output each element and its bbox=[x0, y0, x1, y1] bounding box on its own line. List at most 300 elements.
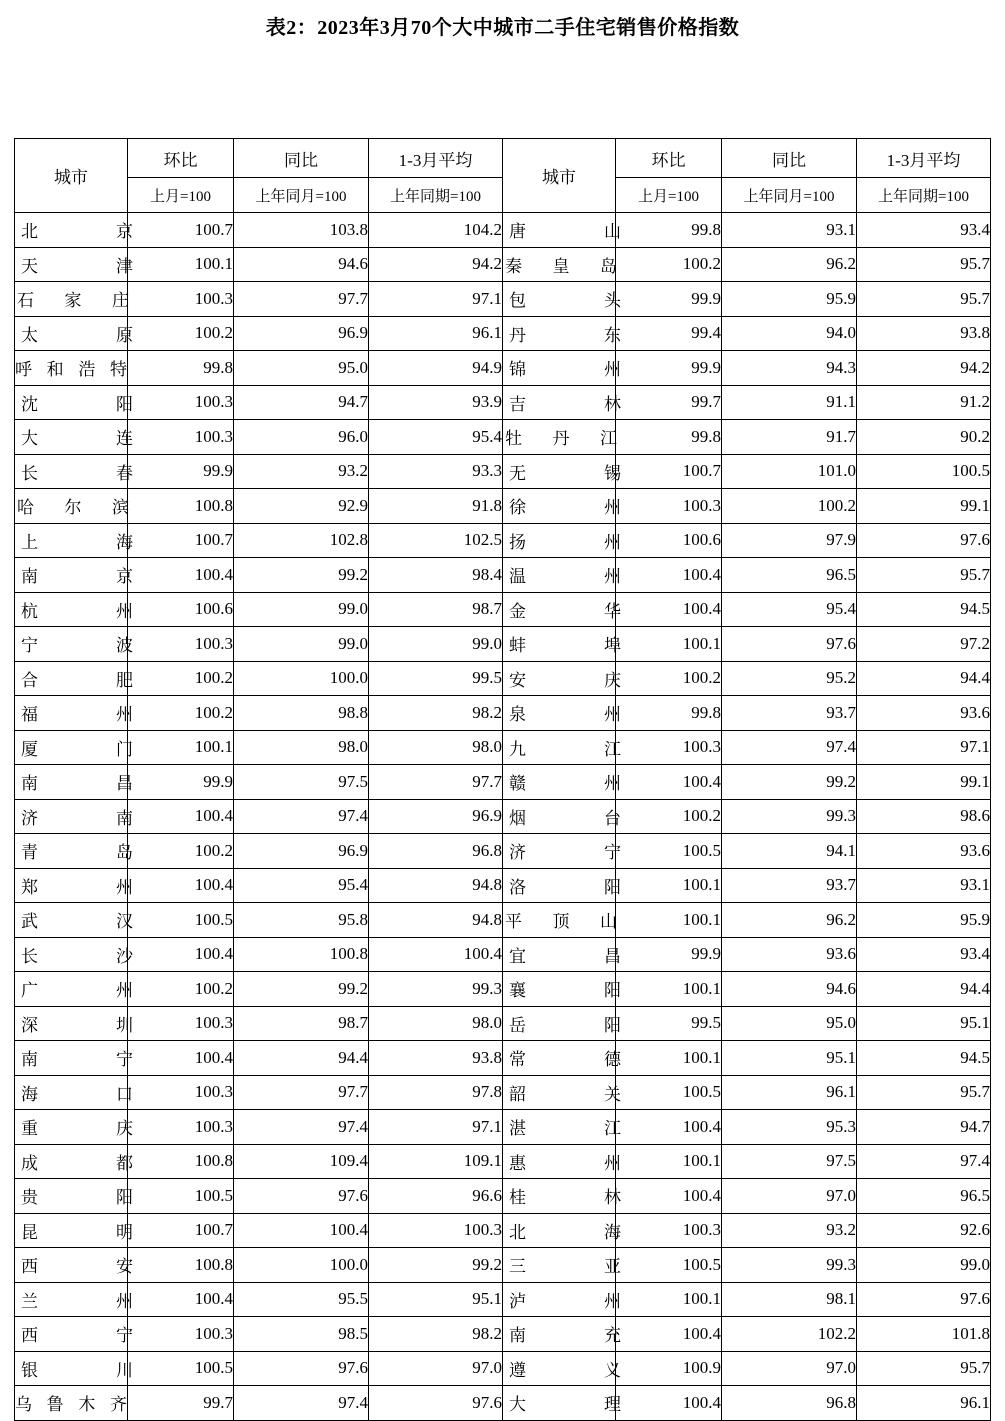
city-name: 南 昌 bbox=[15, 765, 128, 800]
page-title: 表2：2023年3月70个大中城市二手住宅销售价格指数 bbox=[265, 17, 740, 39]
avg-value: 98.0 bbox=[369, 1006, 503, 1041]
mom-value: 100.7 bbox=[616, 454, 722, 489]
mom-value: 100.1 bbox=[128, 247, 234, 282]
city-name: 北 海 bbox=[503, 1213, 616, 1248]
yoy-value: 100.8 bbox=[234, 937, 369, 972]
mom-value: 100.4 bbox=[616, 592, 722, 627]
yoy-value: 102.8 bbox=[234, 523, 369, 558]
city-name: 锦 州 bbox=[503, 351, 616, 386]
mom-value: 100.1 bbox=[616, 972, 722, 1007]
avg-value: 93.4 bbox=[857, 213, 991, 248]
mom-value: 99.9 bbox=[128, 765, 234, 800]
yoy-value: 98.1 bbox=[722, 1282, 857, 1317]
city-name: 无 锡 bbox=[503, 454, 616, 489]
avg-value: 100.4 bbox=[369, 937, 503, 972]
yoy-value: 95.0 bbox=[234, 351, 369, 386]
yoy-value: 93.7 bbox=[722, 696, 857, 731]
city-name: 唐 山 bbox=[503, 213, 616, 248]
yoy-value: 97.9 bbox=[722, 523, 857, 558]
avg-value: 98.6 bbox=[857, 799, 991, 834]
avg-value: 97.1 bbox=[369, 282, 503, 317]
avg-value: 99.0 bbox=[857, 1248, 991, 1283]
mom-value: 100.4 bbox=[616, 765, 722, 800]
yoy-value: 95.1 bbox=[722, 1041, 857, 1076]
mom-value: 100.1 bbox=[128, 730, 234, 765]
table-row bbox=[15, 1248, 991, 1283]
table-row bbox=[15, 937, 991, 972]
mom-value: 100.6 bbox=[128, 592, 234, 627]
mom-value: 99.9 bbox=[616, 351, 722, 386]
mom-value: 100.4 bbox=[128, 868, 234, 903]
city-name: 秦 皇 岛 bbox=[503, 247, 616, 282]
price-index-table bbox=[14, 138, 991, 1421]
mom-value: 100.2 bbox=[616, 799, 722, 834]
avg-value: 96.1 bbox=[369, 316, 503, 351]
table-row bbox=[15, 523, 991, 558]
yoy-value: 94.1 bbox=[722, 834, 857, 869]
city-name: 九 江 bbox=[503, 730, 616, 765]
yoy-value: 97.5 bbox=[722, 1144, 857, 1179]
table-row bbox=[15, 903, 991, 938]
table-row bbox=[15, 1386, 991, 1421]
mom-value: 100.2 bbox=[616, 661, 722, 696]
avg-value: 95.1 bbox=[857, 1006, 991, 1041]
yoy-value: 98.8 bbox=[234, 696, 369, 731]
city-name: 厦 门 bbox=[15, 730, 128, 765]
avg-value: 97.1 bbox=[369, 1110, 503, 1145]
city-name: 常 德 bbox=[503, 1041, 616, 1076]
avg-value: 91.8 bbox=[369, 489, 503, 524]
yoy-value: 96.5 bbox=[722, 558, 857, 593]
table-row bbox=[15, 1213, 991, 1248]
city-name: 上 海 bbox=[15, 523, 128, 558]
yoy-value: 97.4 bbox=[234, 1110, 369, 1145]
mom-value: 100.1 bbox=[616, 903, 722, 938]
yoy-value: 97.5 bbox=[234, 765, 369, 800]
avg-value: 94.8 bbox=[369, 868, 503, 903]
avg-value: 94.7 bbox=[857, 1110, 991, 1145]
yoy-value: 97.0 bbox=[722, 1351, 857, 1386]
yoy-value: 93.2 bbox=[722, 1213, 857, 1248]
avg-value: 91.2 bbox=[857, 385, 991, 420]
mom-value: 100.4 bbox=[616, 1317, 722, 1352]
mom-value: 99.9 bbox=[616, 282, 722, 317]
mom-value: 100.3 bbox=[128, 1075, 234, 1110]
mom-value: 100.8 bbox=[128, 1248, 234, 1283]
yoy-value: 99.2 bbox=[234, 558, 369, 593]
yoy-value: 97.7 bbox=[234, 282, 369, 317]
yoy-value: 99.0 bbox=[234, 627, 369, 662]
city-name: 济 南 bbox=[15, 799, 128, 834]
yoy-value: 102.2 bbox=[722, 1317, 857, 1352]
avg-value: 100.3 bbox=[369, 1213, 503, 1248]
avg-value: 90.2 bbox=[857, 420, 991, 455]
mom-value: 100.4 bbox=[128, 799, 234, 834]
yoy-value: 97.7 bbox=[234, 1075, 369, 1110]
city-name: 北 京 bbox=[15, 213, 128, 248]
city-name: 赣 州 bbox=[503, 765, 616, 800]
table-row bbox=[15, 351, 991, 386]
mom-value: 100.7 bbox=[128, 523, 234, 558]
mom-value: 100.4 bbox=[128, 1041, 234, 1076]
mom-value: 100.1 bbox=[616, 1041, 722, 1076]
table-row bbox=[15, 1075, 991, 1110]
avg-value: 93.4 bbox=[857, 937, 991, 972]
mom-value: 100.9 bbox=[616, 1351, 722, 1386]
table-row bbox=[15, 558, 991, 593]
mom-value: 100.5 bbox=[616, 1075, 722, 1110]
yoy-value: 99.2 bbox=[234, 972, 369, 1007]
avg-value: 94.5 bbox=[857, 1041, 991, 1076]
table-row bbox=[15, 834, 991, 869]
header-yoy-sub-left: 上年同月=100 bbox=[234, 178, 369, 213]
yoy-value: 96.9 bbox=[234, 316, 369, 351]
avg-value: 93.6 bbox=[857, 696, 991, 731]
table-header bbox=[15, 139, 991, 213]
mom-value: 99.7 bbox=[128, 1386, 234, 1421]
table-row bbox=[15, 1317, 991, 1352]
table-row bbox=[15, 765, 991, 800]
table-row bbox=[15, 1041, 991, 1076]
mom-value: 100.2 bbox=[128, 316, 234, 351]
avg-value: 102.5 bbox=[369, 523, 503, 558]
city-name: 韶 关 bbox=[503, 1075, 616, 1110]
table-row bbox=[15, 1006, 991, 1041]
mom-value: 100.2 bbox=[128, 661, 234, 696]
yoy-value: 95.4 bbox=[234, 868, 369, 903]
yoy-value: 98.7 bbox=[234, 1006, 369, 1041]
yoy-value: 109.4 bbox=[234, 1144, 369, 1179]
avg-value: 109.1 bbox=[369, 1144, 503, 1179]
avg-value: 93.6 bbox=[857, 834, 991, 869]
yoy-value: 96.9 bbox=[234, 834, 369, 869]
yoy-value: 92.9 bbox=[234, 489, 369, 524]
city-name: 武 汉 bbox=[15, 903, 128, 938]
mom-value: 99.8 bbox=[616, 213, 722, 248]
header-mom-sub-right: 上月=100 bbox=[616, 178, 722, 213]
table-row bbox=[15, 454, 991, 489]
avg-value: 99.2 bbox=[369, 1248, 503, 1283]
table-container bbox=[0, 138, 1005, 1421]
table-body bbox=[15, 213, 991, 1421]
city-name: 洛 阳 bbox=[503, 868, 616, 903]
mom-value: 100.2 bbox=[128, 834, 234, 869]
city-name: 昆 明 bbox=[15, 1213, 128, 1248]
city-name: 深 圳 bbox=[15, 1006, 128, 1041]
mom-value: 99.4 bbox=[616, 316, 722, 351]
city-name: 大 连 bbox=[15, 420, 128, 455]
mom-value: 100.3 bbox=[128, 1006, 234, 1041]
yoy-value: 95.2 bbox=[722, 661, 857, 696]
table-row bbox=[15, 1351, 991, 1386]
city-name: 合 肥 bbox=[15, 661, 128, 696]
avg-value: 96.5 bbox=[857, 1179, 991, 1214]
yoy-value: 99.2 bbox=[722, 765, 857, 800]
yoy-value: 96.2 bbox=[722, 247, 857, 282]
city-name: 南 京 bbox=[15, 558, 128, 593]
avg-value: 104.2 bbox=[369, 213, 503, 248]
table-row bbox=[15, 592, 991, 627]
document-page bbox=[0, 14, 1005, 1415]
yoy-value: 95.5 bbox=[234, 1282, 369, 1317]
avg-value: 98.2 bbox=[369, 696, 503, 731]
avg-value: 97.6 bbox=[857, 1282, 991, 1317]
avg-value: 98.4 bbox=[369, 558, 503, 593]
city-name: 襄 阳 bbox=[503, 972, 616, 1007]
header-yoy-sub-right: 上年同月=100 bbox=[722, 178, 857, 213]
avg-value: 95.7 bbox=[857, 282, 991, 317]
avg-value: 95.7 bbox=[857, 247, 991, 282]
avg-value: 99.1 bbox=[857, 765, 991, 800]
avg-value: 97.0 bbox=[369, 1351, 503, 1386]
mom-value: 100.5 bbox=[128, 903, 234, 938]
avg-value: 93.9 bbox=[369, 385, 503, 420]
table-row bbox=[15, 385, 991, 420]
mom-value: 100.5 bbox=[128, 1179, 234, 1214]
avg-value: 93.8 bbox=[369, 1041, 503, 1076]
mom-value: 100.6 bbox=[616, 523, 722, 558]
mom-value: 100.3 bbox=[128, 420, 234, 455]
city-name: 呼 和 浩 特 bbox=[15, 351, 128, 386]
city-name: 宜 昌 bbox=[503, 937, 616, 972]
avg-value: 96.9 bbox=[369, 799, 503, 834]
mom-value: 100.4 bbox=[128, 1282, 234, 1317]
yoy-value: 96.0 bbox=[234, 420, 369, 455]
city-name: 成 都 bbox=[15, 1144, 128, 1179]
mom-value: 100.5 bbox=[616, 834, 722, 869]
avg-value: 93.8 bbox=[857, 316, 991, 351]
avg-value: 101.8 bbox=[857, 1317, 991, 1352]
yoy-value: 100.4 bbox=[234, 1213, 369, 1248]
avg-value: 94.8 bbox=[369, 903, 503, 938]
yoy-value: 97.6 bbox=[234, 1351, 369, 1386]
city-name: 岳 阳 bbox=[503, 1006, 616, 1041]
city-name: 长 沙 bbox=[15, 937, 128, 972]
header-mom-left: 环比 bbox=[128, 139, 234, 178]
city-name: 温 州 bbox=[503, 558, 616, 593]
yoy-value: 94.0 bbox=[722, 316, 857, 351]
yoy-value: 93.6 bbox=[722, 937, 857, 972]
city-name: 宁 波 bbox=[15, 627, 128, 662]
mom-value: 100.3 bbox=[616, 1213, 722, 1248]
mom-value: 100.1 bbox=[616, 868, 722, 903]
avg-value: 95.7 bbox=[857, 558, 991, 593]
avg-value: 95.7 bbox=[857, 1351, 991, 1386]
city-name: 郑 州 bbox=[15, 868, 128, 903]
header-city-left: 城市 bbox=[15, 139, 128, 213]
header-row-top bbox=[15, 139, 991, 178]
yoy-value: 99.0 bbox=[234, 592, 369, 627]
avg-value: 96.1 bbox=[857, 1386, 991, 1421]
avg-value: 94.4 bbox=[857, 661, 991, 696]
yoy-value: 97.0 bbox=[722, 1179, 857, 1214]
avg-value: 94.5 bbox=[857, 592, 991, 627]
yoy-value: 93.7 bbox=[722, 868, 857, 903]
mom-value: 100.3 bbox=[128, 1317, 234, 1352]
mom-value: 100.4 bbox=[616, 1179, 722, 1214]
city-name: 天 津 bbox=[15, 247, 128, 282]
yoy-value: 96.8 bbox=[722, 1386, 857, 1421]
table-row bbox=[15, 730, 991, 765]
city-name: 南 充 bbox=[503, 1317, 616, 1352]
avg-value: 94.9 bbox=[369, 351, 503, 386]
avg-value: 93.3 bbox=[369, 454, 503, 489]
table-row bbox=[15, 247, 991, 282]
avg-value: 95.1 bbox=[369, 1282, 503, 1317]
avg-value: 99.1 bbox=[857, 489, 991, 524]
header-yoy-right: 同比 bbox=[722, 139, 857, 178]
yoy-value: 94.6 bbox=[234, 247, 369, 282]
mom-value: 99.5 bbox=[616, 1006, 722, 1041]
mom-value: 99.8 bbox=[616, 696, 722, 731]
yoy-value: 94.4 bbox=[234, 1041, 369, 1076]
table-row bbox=[15, 213, 991, 248]
yoy-value: 95.3 bbox=[722, 1110, 857, 1145]
city-name: 兰 州 bbox=[15, 1282, 128, 1317]
mom-value: 100.7 bbox=[128, 213, 234, 248]
city-name: 沈 阳 bbox=[15, 385, 128, 420]
mom-value: 100.5 bbox=[616, 1248, 722, 1283]
table-row bbox=[15, 1179, 991, 1214]
city-name: 长 春 bbox=[15, 454, 128, 489]
avg-value: 97.6 bbox=[369, 1386, 503, 1421]
city-name: 福 州 bbox=[15, 696, 128, 731]
mom-value: 100.3 bbox=[616, 489, 722, 524]
mom-value: 99.7 bbox=[616, 385, 722, 420]
yoy-value: 96.1 bbox=[722, 1075, 857, 1110]
mom-value: 100.8 bbox=[128, 489, 234, 524]
table-row bbox=[15, 282, 991, 317]
avg-value: 96.6 bbox=[369, 1179, 503, 1214]
city-name: 济 宁 bbox=[503, 834, 616, 869]
mom-value: 99.8 bbox=[616, 420, 722, 455]
avg-value: 92.6 bbox=[857, 1213, 991, 1248]
city-name: 泸 州 bbox=[503, 1282, 616, 1317]
avg-value: 95.9 bbox=[857, 903, 991, 938]
yoy-value: 100.0 bbox=[234, 661, 369, 696]
table-row bbox=[15, 420, 991, 455]
table-row bbox=[15, 1144, 991, 1179]
mom-value: 100.3 bbox=[616, 730, 722, 765]
yoy-value: 100.0 bbox=[234, 1248, 369, 1283]
city-name: 惠 州 bbox=[503, 1144, 616, 1179]
mom-value: 100.4 bbox=[128, 558, 234, 593]
table-row bbox=[15, 627, 991, 662]
table-row bbox=[15, 661, 991, 696]
mom-value: 100.1 bbox=[616, 627, 722, 662]
header-avg-sub-left: 上年同期=100 bbox=[369, 178, 503, 213]
city-name: 扬 州 bbox=[503, 523, 616, 558]
yoy-value: 93.2 bbox=[234, 454, 369, 489]
avg-value: 99.0 bbox=[369, 627, 503, 662]
yoy-value: 100.2 bbox=[722, 489, 857, 524]
city-name: 牡 丹 江 bbox=[503, 420, 616, 455]
city-name: 三 亚 bbox=[503, 1248, 616, 1283]
city-name: 包 头 bbox=[503, 282, 616, 317]
table-row bbox=[15, 799, 991, 834]
yoy-value: 98.0 bbox=[234, 730, 369, 765]
mom-value: 100.1 bbox=[616, 1144, 722, 1179]
avg-value: 98.7 bbox=[369, 592, 503, 627]
table-row bbox=[15, 1282, 991, 1317]
mom-value: 99.8 bbox=[128, 351, 234, 386]
mom-value: 100.2 bbox=[128, 696, 234, 731]
mom-value: 99.9 bbox=[128, 454, 234, 489]
yoy-value: 95.8 bbox=[234, 903, 369, 938]
avg-value: 97.2 bbox=[857, 627, 991, 662]
yoy-value: 94.6 bbox=[722, 972, 857, 1007]
city-name: 哈 尔 滨 bbox=[15, 489, 128, 524]
avg-value: 98.2 bbox=[369, 1317, 503, 1352]
table-row bbox=[15, 489, 991, 524]
yoy-value: 99.3 bbox=[722, 1248, 857, 1283]
yoy-value: 95.9 bbox=[722, 282, 857, 317]
yoy-value: 97.4 bbox=[234, 1386, 369, 1421]
yoy-value: 97.4 bbox=[722, 730, 857, 765]
mom-value: 100.2 bbox=[128, 972, 234, 1007]
city-name: 安 庆 bbox=[503, 661, 616, 696]
avg-value: 96.8 bbox=[369, 834, 503, 869]
avg-value: 93.1 bbox=[857, 868, 991, 903]
city-name: 泉 州 bbox=[503, 696, 616, 731]
avg-value: 97.6 bbox=[857, 523, 991, 558]
table-row bbox=[15, 1110, 991, 1145]
avg-value: 97.1 bbox=[857, 730, 991, 765]
city-name: 重 庆 bbox=[15, 1110, 128, 1145]
city-name: 西 宁 bbox=[15, 1317, 128, 1352]
avg-value: 94.4 bbox=[857, 972, 991, 1007]
avg-value: 97.4 bbox=[857, 1144, 991, 1179]
header-yoy-left: 同比 bbox=[234, 139, 369, 178]
city-name: 青 岛 bbox=[15, 834, 128, 869]
header-city-right: 城市 bbox=[503, 139, 616, 213]
city-name: 桂 林 bbox=[503, 1179, 616, 1214]
mom-value: 100.3 bbox=[128, 385, 234, 420]
mom-value: 100.4 bbox=[128, 937, 234, 972]
city-name: 贵 阳 bbox=[15, 1179, 128, 1214]
avg-value: 99.5 bbox=[369, 661, 503, 696]
yoy-value: 91.7 bbox=[722, 420, 857, 455]
yoy-value: 97.4 bbox=[234, 799, 369, 834]
mom-value: 100.2 bbox=[616, 247, 722, 282]
table-row bbox=[15, 868, 991, 903]
yoy-value: 101.0 bbox=[722, 454, 857, 489]
city-name: 广 州 bbox=[15, 972, 128, 1007]
mom-value: 100.4 bbox=[616, 1386, 722, 1421]
table-row bbox=[15, 972, 991, 1007]
mom-value: 99.9 bbox=[616, 937, 722, 972]
mom-value: 100.4 bbox=[616, 558, 722, 593]
city-name: 烟 台 bbox=[503, 799, 616, 834]
city-name: 石 家 庄 bbox=[15, 282, 128, 317]
yoy-value: 93.1 bbox=[722, 213, 857, 248]
header-avg-sub-right: 上年同期=100 bbox=[857, 178, 991, 213]
header-mom-right: 环比 bbox=[616, 139, 722, 178]
avg-value: 99.3 bbox=[369, 972, 503, 1007]
city-name: 大 理 bbox=[503, 1386, 616, 1421]
city-name: 湛 江 bbox=[503, 1110, 616, 1145]
city-name: 南 宁 bbox=[15, 1041, 128, 1076]
table-row bbox=[15, 696, 991, 731]
city-name: 金 华 bbox=[503, 592, 616, 627]
city-name: 银 川 bbox=[15, 1351, 128, 1386]
mom-value: 100.3 bbox=[128, 1110, 234, 1145]
city-name: 乌 鲁 木 齐 bbox=[15, 1386, 128, 1421]
yoy-value: 98.5 bbox=[234, 1317, 369, 1352]
city-name: 吉 林 bbox=[503, 385, 616, 420]
avg-value: 95.7 bbox=[857, 1075, 991, 1110]
table-row bbox=[15, 316, 991, 351]
